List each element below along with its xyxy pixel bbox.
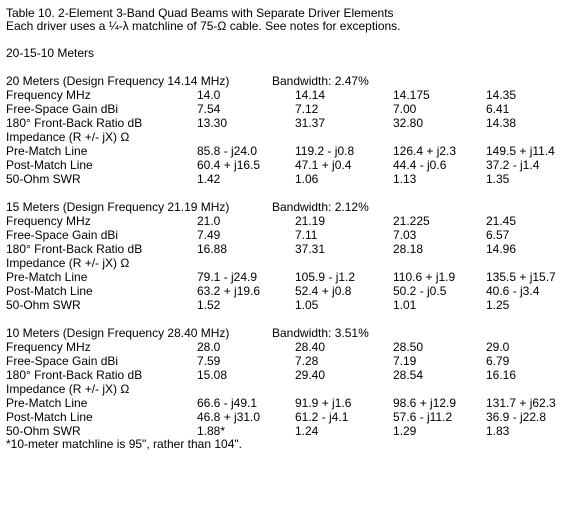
section-heading: 15 Meters (Design Frequency 21.19 MHz) xyxy=(6,200,230,214)
table-cell: 50.2 - j0.5 xyxy=(393,284,447,298)
table-row xyxy=(6,228,574,242)
table-cell: 149.5 + j11.4 xyxy=(486,144,555,158)
row-label: Pre-Match Line xyxy=(6,396,88,410)
row-label: 180° Front-Back Ratio dB xyxy=(6,116,143,130)
section-spacer xyxy=(6,312,574,326)
table-cell: 7.28 xyxy=(295,354,319,368)
bands-label: 20-15-10 Meters xyxy=(6,46,95,60)
table-cell: 1.24 xyxy=(295,424,319,438)
section-heading-row xyxy=(6,326,574,340)
table-cell: 1.01 xyxy=(393,298,417,312)
table-cell: 7.00 xyxy=(393,102,417,116)
table-cell: 28.54 xyxy=(393,368,424,382)
table-cell: 1.88* xyxy=(197,424,226,438)
table-subtitle: Each driver uses a ¼-λ matchline of 75-Ω cable. See notes for exceptions. xyxy=(6,19,401,33)
table-cell: 79.1 - j24.9 xyxy=(197,270,258,284)
table-cell: 44.4 - j0.6 xyxy=(393,158,447,172)
table-cell: 28.0 xyxy=(197,340,221,354)
row-label: Post-Match Line xyxy=(6,284,93,298)
table-row xyxy=(6,396,574,410)
band-section xyxy=(6,200,574,312)
table-row xyxy=(6,116,574,130)
table-row xyxy=(6,88,574,102)
row-label: Impedance (R +/- jX) Ω xyxy=(6,382,130,396)
table-row xyxy=(6,256,574,270)
table-cell: 28.50 xyxy=(393,340,424,354)
table-cell: 119.2 - j0.8 xyxy=(295,144,355,158)
table-cell: 31.37 xyxy=(295,116,326,130)
table-cell: 6.79 xyxy=(486,354,510,368)
table-cell: 98.6 + j12.9 xyxy=(393,396,457,410)
table-cell: 110.6 + j1.9 xyxy=(393,270,456,284)
table-row xyxy=(6,410,574,424)
table-row xyxy=(6,298,574,312)
table-cell: 46.8 + j31.0 xyxy=(197,410,261,424)
table-cell: 57.6 - j11.2 xyxy=(393,410,453,424)
table-cell: 16.16 xyxy=(486,368,517,382)
table-cell: 135.5 + j15.7 xyxy=(486,270,556,284)
row-label: 50-Ohm SWR xyxy=(6,172,81,186)
table-cell: 1.06 xyxy=(295,172,319,186)
table-cell: 13.30 xyxy=(197,116,228,130)
table-cell: 7.12 xyxy=(295,102,319,116)
section-heading-row xyxy=(6,74,574,88)
table-cell: 29.0 xyxy=(486,340,510,354)
band-section xyxy=(6,326,574,438)
table-row xyxy=(6,242,574,256)
table-cell: 1.05 xyxy=(295,298,319,312)
table-cell: 36.9 - j22.8 xyxy=(486,410,547,424)
table-cell: 21.19 xyxy=(295,214,326,228)
table-cell: 1.29 xyxy=(393,424,417,438)
table-document xyxy=(6,7,574,451)
table-cell: 21.45 xyxy=(486,214,517,228)
row-label: Pre-Match Line xyxy=(6,270,88,284)
table-cell: 85.8 - j24.0 xyxy=(197,144,258,158)
table-cell: 66.6 - j49.1 xyxy=(197,396,258,410)
table-cell: 63.2 + j19.6 xyxy=(197,284,261,298)
table-cell: 21.225 xyxy=(393,214,430,228)
section-heading: 20 Meters (Design Frequency 14.14 MHz) xyxy=(6,74,230,88)
table-cell: 37.31 xyxy=(295,242,326,256)
row-label: 50-Ohm SWR xyxy=(6,298,81,312)
row-label: 180° Front-Back Ratio dB xyxy=(6,242,143,256)
table-cell: 6.41 xyxy=(486,102,510,116)
table-cell: 28.18 xyxy=(393,242,424,256)
table-cell: 61.2 - j4.1 xyxy=(295,410,349,424)
table-cell: 14.0 xyxy=(197,88,221,102)
table-cell: 7.19 xyxy=(393,354,417,368)
table-cell: 6.57 xyxy=(486,228,510,242)
table-cell: 16.88 xyxy=(197,242,228,256)
table-cell: 14.96 xyxy=(486,242,517,256)
table-row xyxy=(6,424,574,438)
bandwidth-value: Bandwidth: 3.51% xyxy=(272,326,369,340)
table-row xyxy=(6,382,574,396)
row-label: Free-Space Gain dBi xyxy=(6,102,119,116)
table-cell: 14.14 xyxy=(295,88,326,102)
table-cell: 7.54 xyxy=(197,102,221,116)
table-row xyxy=(6,270,574,284)
row-label: Free-Space Gain dBi xyxy=(6,354,119,368)
table-cell: 1.83 xyxy=(486,424,510,438)
footnote: *10-meter matchline is 95", rather than 104". xyxy=(6,437,242,451)
table-cell: 1.52 xyxy=(197,298,221,312)
row-label: Free-Space Gain dBi xyxy=(6,228,119,242)
table-cell: 1.35 xyxy=(486,172,510,186)
row-label: Post-Match Line xyxy=(6,158,93,172)
table-cell: 28.40 xyxy=(295,340,326,354)
sections-container xyxy=(6,74,574,438)
table-cell: 14.38 xyxy=(486,116,517,130)
table-cell: 37.2 - j1.4 xyxy=(486,158,540,172)
row-label: Frequency MHz xyxy=(6,88,91,102)
table-cell: 15.08 xyxy=(197,368,228,382)
table-row xyxy=(6,102,574,116)
table-row xyxy=(6,214,574,228)
row-label: 50-Ohm SWR xyxy=(6,424,81,438)
table-cell: 47.1 + j0.4 xyxy=(295,158,352,172)
row-label: Impedance (R +/- jX) Ω xyxy=(6,130,130,144)
table-cell: 7.03 xyxy=(393,228,417,242)
table-cell: 32.80 xyxy=(393,116,424,130)
table-cell: 7.11 xyxy=(295,228,318,242)
bandwidth-value: Bandwidth: 2.47% xyxy=(272,74,369,88)
table-cell: 40.6 - j3.4 xyxy=(486,284,540,298)
table-cell: 14.175 xyxy=(393,88,430,102)
row-label: Post-Match Line xyxy=(6,410,93,424)
table-cell: 60.4 + j16.5 xyxy=(197,158,261,172)
table-cell: 29.40 xyxy=(295,368,326,382)
table-cell: 1.42 xyxy=(197,172,221,186)
table-row xyxy=(6,172,574,186)
row-label: 180° Front-Back Ratio dB xyxy=(6,368,143,382)
table-cell: 14.35 xyxy=(486,88,517,102)
section-spacer xyxy=(6,186,574,200)
bandwidth-value: Bandwidth: 2.12% xyxy=(272,200,369,214)
table-row xyxy=(6,158,574,172)
row-label: Pre-Match Line xyxy=(6,144,88,158)
table-cell: 105.9 - j1.2 xyxy=(295,270,356,284)
band-section xyxy=(6,74,574,186)
table-cell: 1.25 xyxy=(486,298,510,312)
table-row xyxy=(6,368,574,382)
table-cell: 7.49 xyxy=(197,228,221,242)
table-row xyxy=(6,354,574,368)
table-row xyxy=(6,284,574,298)
table-cell: 131.7 + j62.3 xyxy=(486,396,556,410)
section-heading-row xyxy=(6,200,574,214)
table-row xyxy=(6,144,574,158)
table-cell: 126.4 + j2.3 xyxy=(393,144,457,158)
row-label: Frequency MHz xyxy=(6,214,91,228)
table-row xyxy=(6,340,574,354)
table-title: Table 10. 2-Element 3-Band Quad Beams with Separate Driver Elements xyxy=(6,6,394,20)
section-heading: 10 Meters (Design Frequency 28.40 MHz) xyxy=(6,326,230,340)
table-cell: 52.4 + j0.8 xyxy=(295,284,352,298)
table-cell: 21.0 xyxy=(197,214,221,228)
table-row xyxy=(6,130,574,144)
row-label: Frequency MHz xyxy=(6,340,91,354)
row-label: Impedance (R +/- jX) Ω xyxy=(6,256,130,270)
table-cell: 7.59 xyxy=(197,354,221,368)
table-cell: 91.9 + j1.6 xyxy=(295,396,352,410)
table-cell: 1.13 xyxy=(393,172,417,186)
